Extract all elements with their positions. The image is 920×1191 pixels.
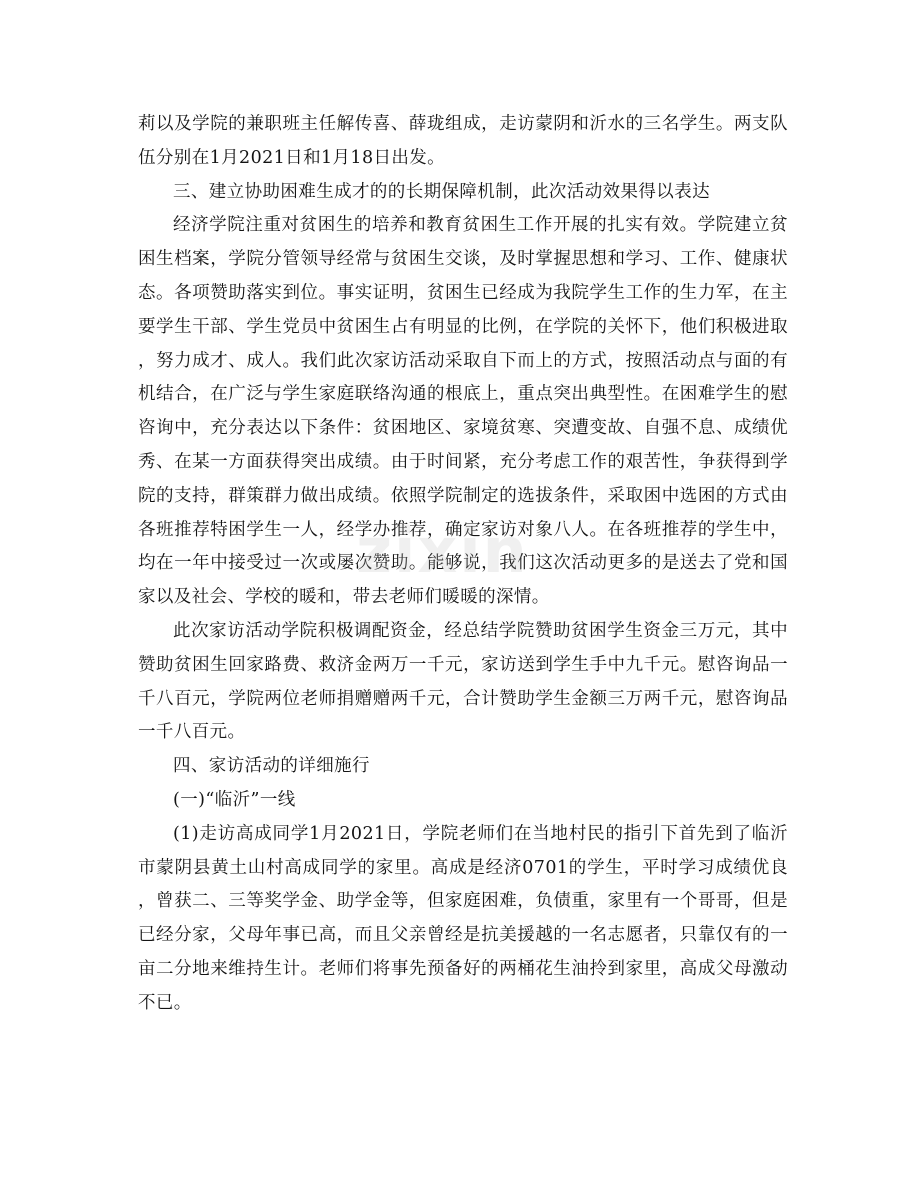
section-heading-3: 三、建立协助困难生成才的的长期保障机制，此次活动效果得以表达 (173, 181, 710, 202)
paragraph-3: 此次家访活动学院积极调配资金，经总结学院赞助贫困学生资金三万元，其中赞助贫困生回家路费、救济金两万一千元，家访送到学生手中九千元。慰咨询品一千八百元，学院两位老师捐赠赠两千元，合计赞助学生金额三万两千元，慰咨询品一千八百元。 (138, 620, 788, 743)
document-body (138, 108, 788, 1021)
watermark: zixin (356, 514, 529, 587)
section-heading-4: 四、家访活动的详细施行 (173, 756, 370, 777)
paragraph-4: (1)走访高成同学1月2021日，学院老师们在当地村民的指引下首先到了临沂市蒙阴县黄土山村高成同学的家里。高成是经济0701的学生，平时学习成绩优良，曾获二、三等奖学金、助学金等，但家庭困难，负债重，家里有一个哥哥，但是已经分家，父母年事已高，而且父亲曾经是抗美援越的一名志愿者，只靠仅有的一亩二分地来维持生计。老师们将事先预备好的两桶花生油拎到家里，高成父母激动不已。 (138, 823, 788, 1013)
subsection-heading-1: (一)“临沂”一线 (173, 789, 296, 810)
paragraph-2: 经济学院注重对贫困生的培养和教育贫困生工作开展的扎实有效。学院建立贫困生档案，学院分管领导经常与贫困生交谈，及时掌握思想和学习、工作、健康状态。各项赞助落实到位。事实证明，贫困生已经成为我院学生工作的生力军，在主要学生干部、学生党员中贫困生占有明显的比例，在学院的关怀下，他们积极进取，努力成才、成人。我们此次家访活动采取自下而上的方式，按照活动点与面的有机结合，在广泛与学生家庭联络沟通的根底上，重点突出典型性。在困难学生的慰咨询中，充分表达以下条件：贫困地区、家境贫寒、突遭变故、自强不息、成绩优秀、在某一方面获得突出成绩。由于时间紧，充分考虑工作的艰苦性，争获得到学院的支持，群策群力做出成绩。依照学院制定的选拔条件，采取困中选困的方式由各班推荐特困学生一人，经学办推荐，确定家访对象八人。在各班推荐的学生中，均在一年中接受过一次或屡次赞助。能够说，我们这次活动更多的是送去了党和国家以及社会、学校的暖和，带去老师们暖暖的深情。 (138, 215, 788, 608)
paragraph-1: 莉以及学院的兼职班主任解传喜、薛珑组成，走访蒙阴和沂水的三名学生。两支队伍分别在1月2021日和1月18日出发。 (138, 114, 788, 168)
